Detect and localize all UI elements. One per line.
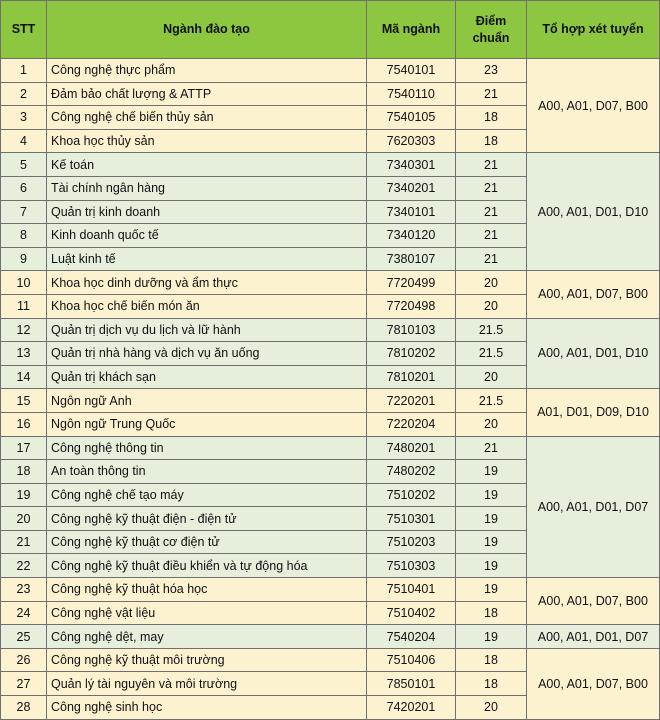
- row-score: 21: [456, 224, 527, 248]
- row-score: 20: [456, 365, 527, 389]
- row-code: 7540110: [367, 82, 456, 106]
- row-major: Kinh doanh quốc tế: [47, 224, 367, 248]
- row-score: 21.5: [456, 389, 527, 413]
- row-combo: A00, A01, D07, B00: [527, 578, 660, 625]
- row-code: 7720499: [367, 271, 456, 295]
- row-stt: 8: [1, 224, 47, 248]
- row-code: 7510402: [367, 601, 456, 625]
- row-stt: 14: [1, 365, 47, 389]
- header-major: Ngành đào tạo: [47, 1, 367, 59]
- row-code: 7510303: [367, 554, 456, 578]
- row-score: 19: [456, 507, 527, 531]
- row-score: 21: [456, 82, 527, 106]
- row-stt: 12: [1, 318, 47, 342]
- row-major: Khoa học dinh dưỡng và ẩm thực: [47, 271, 367, 295]
- row-code: 7480202: [367, 460, 456, 484]
- row-code: 7850101: [367, 672, 456, 696]
- row-score: 19: [456, 530, 527, 554]
- row-major: Quản trị khách sạn: [47, 365, 367, 389]
- row-code: 7510301: [367, 507, 456, 531]
- row-code: 7510202: [367, 483, 456, 507]
- row-code: 7420201: [367, 696, 456, 720]
- row-score: 23: [456, 59, 527, 83]
- row-major: Khoa học thủy sản: [47, 129, 367, 153]
- table-row: [1, 625, 660, 649]
- row-major: Khoa học chế biến món ăn: [47, 294, 367, 318]
- row-combo: A00, A01, D07, B00: [527, 59, 660, 153]
- row-combo: A00, A01, D07, B00: [527, 648, 660, 719]
- row-score: 19: [456, 554, 527, 578]
- row-code: 7340120: [367, 224, 456, 248]
- row-score: 18: [456, 648, 527, 672]
- header-score: Điểm chuẩn: [456, 1, 527, 59]
- table-row: [1, 271, 660, 295]
- row-code: 7810103: [367, 318, 456, 342]
- row-code: 7380107: [367, 247, 456, 271]
- row-stt: 3: [1, 106, 47, 130]
- table-row: [1, 153, 660, 177]
- table-row: [1, 389, 660, 413]
- row-score: 18: [456, 601, 527, 625]
- row-major: Tài chính ngân hàng: [47, 176, 367, 200]
- row-score: 20: [456, 294, 527, 318]
- row-major: Kế toán: [47, 153, 367, 177]
- row-score: 21: [456, 153, 527, 177]
- row-score: 20: [456, 412, 527, 436]
- row-major: Quản lý tài nguyên và môi trường: [47, 672, 367, 696]
- row-stt: 5: [1, 153, 47, 177]
- row-code: 7480201: [367, 436, 456, 460]
- row-major: Công nghệ kỹ thuật cơ điện tử: [47, 530, 367, 554]
- row-combo: A00, A01, D01, D10: [527, 153, 660, 271]
- row-code: 7340101: [367, 200, 456, 224]
- row-stt: 21: [1, 530, 47, 554]
- row-stt: 10: [1, 271, 47, 295]
- row-major: Công nghệ chế biến thủy sản: [47, 106, 367, 130]
- row-score: 18: [456, 672, 527, 696]
- table-row: [1, 648, 660, 672]
- row-score: 21: [456, 200, 527, 224]
- row-score: 21: [456, 436, 527, 460]
- row-stt: 11: [1, 294, 47, 318]
- row-code: 7720498: [367, 294, 456, 318]
- row-code: 7810201: [367, 365, 456, 389]
- row-major: Đảm bảo chất lượng & ATTP: [47, 82, 367, 106]
- row-score: 20: [456, 271, 527, 295]
- row-stt: 13: [1, 342, 47, 366]
- row-score: 21: [456, 176, 527, 200]
- row-code: 7540105: [367, 106, 456, 130]
- row-stt: 19: [1, 483, 47, 507]
- row-stt: 22: [1, 554, 47, 578]
- row-stt: 20: [1, 507, 47, 531]
- row-major: Quản trị kinh doanh: [47, 200, 367, 224]
- row-stt: 23: [1, 578, 47, 602]
- row-stt: 18: [1, 460, 47, 484]
- row-score: 19: [456, 483, 527, 507]
- row-score: 21.5: [456, 342, 527, 366]
- row-major: Quản trị dịch vụ du lịch và lữ hành: [47, 318, 367, 342]
- row-stt: 6: [1, 176, 47, 200]
- row-combo: A00, A01, D01, D07: [527, 625, 660, 649]
- row-code: 7540101: [367, 59, 456, 83]
- header-combo: Tổ hợp xét tuyển: [527, 1, 660, 59]
- table-row: [1, 436, 660, 460]
- row-score: 20: [456, 696, 527, 720]
- row-score: 18: [456, 129, 527, 153]
- row-code: 7340301: [367, 153, 456, 177]
- row-stt: 28: [1, 696, 47, 720]
- row-major: Công nghệ sinh học: [47, 696, 367, 720]
- row-combo: A00, A01, D07, B00: [527, 271, 660, 318]
- row-major: An toàn thông tin: [47, 460, 367, 484]
- row-combo: A00, A01, D01, D10: [527, 318, 660, 389]
- header-code: Mã ngành: [367, 1, 456, 59]
- row-score: 21.5: [456, 318, 527, 342]
- row-stt: 27: [1, 672, 47, 696]
- row-major: Công nghệ kỹ thuật điện - điện tử: [47, 507, 367, 531]
- row-score: 18: [456, 106, 527, 130]
- row-combo: A00, A01, D01, D07: [527, 436, 660, 578]
- row-score: 19: [456, 460, 527, 484]
- row-stt: 24: [1, 601, 47, 625]
- header-row: [1, 1, 660, 59]
- row-major: Công nghệ thông tin: [47, 436, 367, 460]
- row-score: 21: [456, 247, 527, 271]
- row-score: 19: [456, 625, 527, 649]
- row-stt: 1: [1, 59, 47, 83]
- row-code: 7510406: [367, 648, 456, 672]
- row-code: 7220204: [367, 412, 456, 436]
- row-stt: 2: [1, 82, 47, 106]
- row-stt: 4: [1, 129, 47, 153]
- row-major: Quản trị nhà hàng và dịch vụ ăn uống: [47, 342, 367, 366]
- row-code: 7340201: [367, 176, 456, 200]
- row-major: Công nghệ kỹ thuật môi trường: [47, 648, 367, 672]
- row-score: 19: [456, 578, 527, 602]
- row-combo: A01, D01, D09, D10: [527, 389, 660, 436]
- table-body: [1, 59, 660, 720]
- row-major: Công nghệ dệt, may: [47, 625, 367, 649]
- row-code: 7220201: [367, 389, 456, 413]
- row-code: 7540204: [367, 625, 456, 649]
- table-row: [1, 59, 660, 83]
- row-major: Công nghệ vật liệu: [47, 601, 367, 625]
- table-row: [1, 318, 660, 342]
- row-major: Ngôn ngữ Trung Quốc: [47, 412, 367, 436]
- row-stt: 15: [1, 389, 47, 413]
- row-stt: 25: [1, 625, 47, 649]
- row-code: 7810202: [367, 342, 456, 366]
- row-stt: 17: [1, 436, 47, 460]
- row-major: Công nghệ kỹ thuật điều khiển và tự động hóa: [47, 554, 367, 578]
- row-major: Công nghệ chế tạo máy: [47, 483, 367, 507]
- row-major: Công nghệ thực phẩm: [47, 59, 367, 83]
- row-code: 7620303: [367, 129, 456, 153]
- row-stt: 7: [1, 200, 47, 224]
- table-row: [1, 578, 660, 602]
- row-stt: 16: [1, 412, 47, 436]
- row-major: Ngôn ngữ Anh: [47, 389, 367, 413]
- row-code: 7510203: [367, 530, 456, 554]
- row-major: Luật kinh tế: [47, 247, 367, 271]
- row-stt: 9: [1, 247, 47, 271]
- header-stt: STT: [1, 1, 47, 59]
- row-major: Công nghệ kỹ thuật hóa học: [47, 578, 367, 602]
- row-stt: 26: [1, 648, 47, 672]
- row-code: 7510401: [367, 578, 456, 602]
